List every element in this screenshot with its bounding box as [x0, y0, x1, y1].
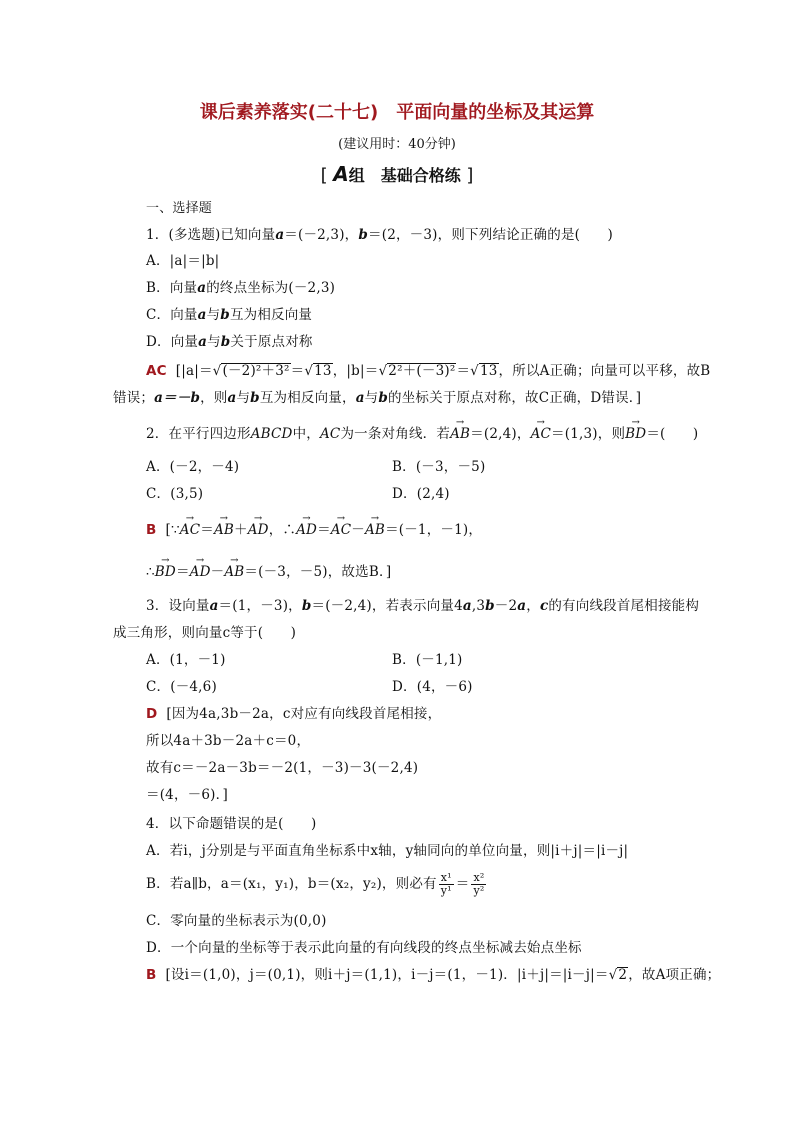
group-bracket-open: [: [320, 165, 328, 186]
q3-answer: D: [146, 706, 158, 722]
q1-answer: AC: [146, 363, 167, 379]
q1-stem: 1．(多选题)已知向量a＝(－2,3)，b＝(2，－3)，则下列结论正确的是( ): [146, 227, 613, 243]
q3-stem-line-2: 成三角形，则向量c等于( ): [113, 625, 297, 641]
group-label: 组 基础合格练: [348, 166, 461, 185]
q1-option-d: D．向量a与b关于原点对称: [146, 334, 313, 350]
q3-option-a: A．(1，－1): [146, 652, 226, 668]
q2-solution-line-1: B [∵→ AC＝→ AB＋→ AD，∴→ AD＝→ AC－→ AB＝(－1，－1)，: [146, 521, 482, 539]
q4-stem: 4．以下命题错误的是( ): [146, 816, 317, 832]
q1-option-a: A．|a|＝|b|: [146, 253, 220, 269]
q2-option-c: C．(3,5): [146, 486, 204, 502]
q3-solution-line-2: 所以4a＋3b－2a＋c＝0，: [146, 733, 311, 749]
q4-option-b: B．若a∥b，a＝(x₁，y₁)，b＝(x₂，y₂)，则必有 $\frac{\text{x¹}}{\text{y¹}}$ ＝ $\frac{\text{x²}}{\text{y²}}$: [146, 871, 485, 897]
q2-option-d: D．(2,4): [392, 486, 450, 502]
group-bracket-close: ]: [466, 165, 474, 186]
q3-solution-line-1: D [因为4a,3b－2a，c对应有向线段首尾相接，: [146, 706, 442, 722]
q1-option-b: B．向量a的终点坐标为(－2,3): [146, 280, 336, 296]
q4-option-d: D．一个向量的坐标等于表示此向量的有向线段的终点坐标减去始点坐标: [146, 940, 582, 956]
q3-solution-line-4: ＝(4，－6)．]: [146, 787, 229, 803]
q3-stem-line-1: 3．设向量a＝(1，－3)，b＝(－2,4)，若表示向量4a,3b－2a，c的有向线段首尾相接能构: [146, 598, 700, 614]
q2-solution-line-2: ∴→ BD＝→ AD－→ AB＝(－3，－5)，故选B．]: [146, 563, 391, 581]
section-heading: 一、选择题: [146, 201, 213, 216]
suggested-time: (建议用时：40分钟): [338, 137, 456, 152]
q3-solution-line-3: 故有c＝－2a－3b＝－2(1，－3)－3(－2,4): [146, 760, 419, 776]
q4-option-a: A．若i，j分别是与平面直角坐标系中x轴，y轴同向的单位向量，则|i＋j|＝|i－j|: [146, 843, 629, 859]
fraction-x2-y2: $\frac{\text{x²}}{\text{y²}}$: [473, 871, 485, 897]
q2-stem: 2．在平行四边形ABCD中，AC为一条对角线．若→ AB＝(2,4)，→ AC＝(1,3)，则→ BD＝( ): [146, 425, 698, 443]
q3-option-b: B．(－1,1): [392, 652, 463, 668]
q2-option-b: B．(－3，－5): [392, 459, 486, 475]
q2-answer: B: [146, 522, 157, 538]
q4-solution-line-1: B [设i＝(1,0)，j＝(0,1)，则i＋j＝(1,1)，i－j＝(1，－1)．|i＋j|＝|i－j|＝√2，故A项正确；: [146, 967, 721, 983]
q3-option-d: D．(4，－6): [392, 679, 473, 695]
group-letter: A: [333, 162, 349, 186]
q3-option-c: C．(－4,6): [146, 679, 217, 695]
fraction-x1-y1: $\frac{\text{x¹}}{\text{y¹}}$: [440, 871, 452, 897]
q1-option-c: C．向量a与b互为相反向量: [146, 307, 313, 323]
q1-solution-line-2: 错误；a＝－b，则a与b互为相反向量，a与b的坐标关于原点对称，故C正确，D错误．]: [113, 390, 642, 406]
group-heading: [0, 162, 794, 186]
q4-option-c: C．零向量的坐标表示为(0,0): [146, 913, 327, 929]
q2-option-a: A．(－2，－4): [146, 459, 240, 475]
q4-answer: B: [146, 967, 157, 983]
page-title: 课后素养落实(二十七) 平面向量的坐标及其运算: [199, 102, 595, 123]
q1-solution-line-1: AC [|a|＝√(－2)²＋3²＝√13，|b|＝√2²＋(－3)²＝√13，所以A正确；向量可以平移，故B: [146, 363, 711, 379]
